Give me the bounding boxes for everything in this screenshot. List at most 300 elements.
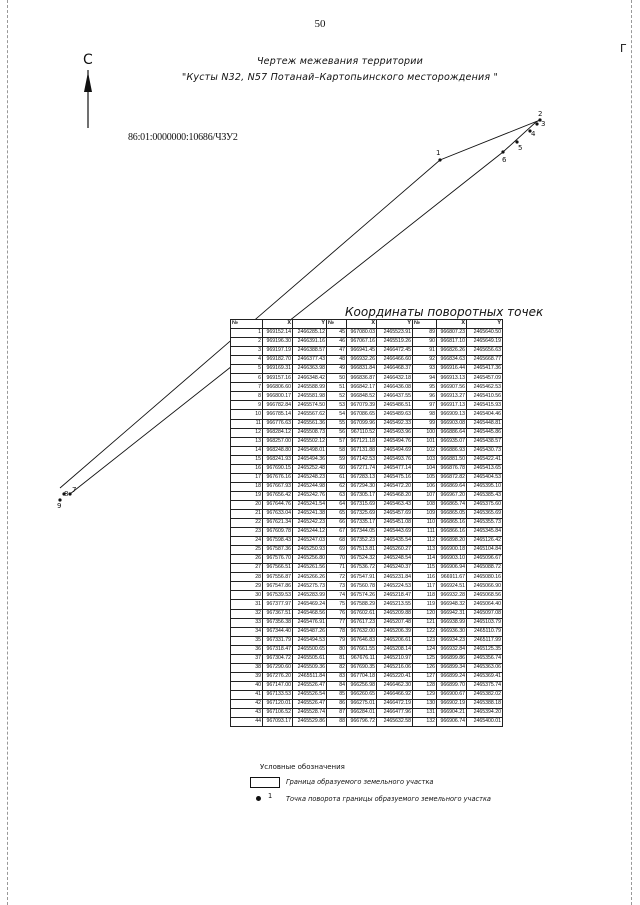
cell-point-number: 24 [231,537,263,546]
point-label-4: 4 [531,130,536,138]
cell-point-number: 35 [231,636,263,645]
cell-point-number: 19 [231,491,263,500]
cell-y-coordinate: 2465206.39 [377,627,413,636]
north-label: С [83,52,93,68]
cell-x-coordinate: 967633.04 [263,509,293,518]
cell-x-coordinate: 966904.21 [437,709,467,718]
table-row [231,600,503,609]
cell-y-coordinate: 2465404.53 [467,473,503,482]
cell-point-number: 26 [231,555,263,564]
cell-y-coordinate: 2465668.77 [467,356,503,365]
cell-y-coordinate: 2465252.48 [293,464,327,473]
table-row [231,718,503,727]
cell-x-coordinate: 967587.36 [263,546,293,555]
cell-point-number: 64 [327,500,347,509]
cell-point-number: 68 [327,537,347,546]
table-row [231,681,503,690]
cell-x-coordinate: 966836.87 [347,374,377,383]
legend-point-icon [256,796,261,801]
cell-point-number: 69 [327,546,347,555]
cell-point-number: 33 [231,618,263,627]
cell-y-coordinate: 2465209.88 [377,609,413,618]
cell-x-coordinate: 966834.63 [437,356,467,365]
cell-point-number: 85 [327,690,347,699]
cell-x-coordinate: 967276.20 [263,672,293,681]
cell-x-coordinate: 967547.86 [263,582,293,591]
cell-y-coordinate: 2465068.56 [467,591,503,600]
cell-x-coordinate: 966906.94 [437,564,467,573]
legend-boundary-swatch [250,777,280,788]
cell-x-coordinate: 966866.16 [437,528,467,537]
cell-point-number: 7 [231,383,263,392]
cell-point-number: 9 [231,401,263,410]
cell-x-coordinate: 966899.34 [437,663,467,672]
cell-y-coordinate: 2465365.69 [467,509,503,518]
cell-x-coordinate: 967121.18 [347,437,377,446]
cell-y-coordinate: 2465462.53 [467,383,503,392]
cell-point-number: 115 [413,564,437,573]
cell-point-number: 109 [413,509,437,518]
cell-x-coordinate: 967566.51 [263,564,293,573]
cell-y-coordinate: 2465260.27 [377,546,413,555]
cell-y-coordinate: 2465413.65 [467,464,503,473]
cell-point-number: 50 [327,374,347,383]
point-label-8: 8 [64,490,69,498]
cell-point-number: 1 [231,329,263,338]
cell-y-coordinate: 2465208.14 [377,645,413,654]
cell-y-coordinate: 2465345.84 [467,528,503,537]
cell-y-coordinate: 2466377.43 [293,356,327,365]
cell-x-coordinate: 967574.26 [347,591,377,600]
cell-x-coordinate: 967536.72 [347,564,377,573]
cell-y-coordinate: 2465064.40 [467,600,503,609]
cell-y-coordinate: 2466466.60 [377,356,413,365]
cell-point-number: 61 [327,473,347,482]
point-1 [438,158,441,161]
cell-x-coordinate: 966932.26 [347,356,377,365]
legend-point-number: 1 [268,792,273,800]
cell-point-number: 75 [327,600,347,609]
cell-x-coordinate: 966898.20 [437,537,467,546]
cell-x-coordinate: 967690.15 [263,464,293,473]
cell-x-coordinate: 968257.00 [263,437,293,446]
cell-x-coordinate: 966865.05 [437,509,467,518]
cell-y-coordinate: 2465242.23 [293,519,327,528]
cell-y-coordinate: 2465404.46 [467,410,503,419]
cell-point-number: 70 [327,555,347,564]
table-row [231,528,503,537]
legend-boundary-label: Граница образуемого земельного участка [286,778,434,786]
cell-y-coordinate: 2465511.84 [293,672,327,681]
cell-y-coordinate: 2465500.65 [293,645,327,654]
cell-x-coordinate: 967377.97 [263,600,293,609]
table-row [231,500,503,509]
cell-y-coordinate: 2466391.16 [293,338,327,347]
cell-y-coordinate: 2465363.06 [467,663,503,672]
cell-point-number: 123 [413,636,437,645]
cell-point-number: 79 [327,636,347,645]
cell-point-number: 5 [231,365,263,374]
cell-point-number: 90 [413,338,437,347]
cell-point-number: 101 [413,437,437,446]
cell-x-coordinate: 967656.42 [263,491,293,500]
cell-y-coordinate: 2465457.09 [467,374,503,383]
cell-point-number: 112 [413,537,437,546]
cell-y-coordinate: 2465096.67 [467,555,503,564]
cell-point-number: 132 [413,718,437,727]
cell-x-coordinate: 966817.10 [437,338,467,347]
cell-point-number: 58 [327,446,347,455]
cell-y-coordinate: 2465588.99 [293,383,327,392]
cell-x-coordinate: 966881.50 [437,455,467,464]
table-row [231,546,503,555]
table-row [231,654,503,663]
coordinates-table-body [231,329,503,727]
cell-y-coordinate: 2465104.84 [467,546,503,555]
cell-point-number: 131 [413,709,437,718]
cell-point-number: 31 [231,600,263,609]
cell-x-coordinate: 966865.74 [437,500,467,509]
cell-y-coordinate: 2465448.81 [467,419,503,428]
cell-x-coordinate: 966869.64 [437,482,467,491]
cell-x-coordinate: 966934.23 [437,636,467,645]
cell-point-number: 18 [231,482,263,491]
cell-point-number: 36 [231,645,263,654]
cell-point-number: 60 [327,464,347,473]
cell-y-coordinate: 2465508.73 [293,428,327,437]
table-row [231,663,503,672]
cell-point-number: 117 [413,582,437,591]
cell-y-coordinate: 2465080.16 [467,573,503,582]
cell-x-coordinate: 966936.30 [437,627,467,636]
cell-point-number: 14 [231,446,263,455]
cell-y-coordinate: 2465388.18 [467,699,503,708]
cell-y-coordinate: 2465261.56 [293,564,327,573]
cell-point-number: 91 [413,347,437,356]
cell-x-coordinate: 969196.30 [263,338,293,347]
cell-y-coordinate: 2465498.01 [293,446,327,455]
cell-point-number: 23 [231,528,263,537]
cell-x-coordinate: 966848.52 [347,392,377,401]
cell-y-coordinate: 2465256.80 [293,555,327,564]
cell-x-coordinate: 966899.86 [437,654,467,663]
table-row [231,591,503,600]
table-row [231,491,503,500]
cell-point-number: 116 [413,573,437,582]
cell-y-coordinate: 2465213.55 [377,600,413,609]
cell-x-coordinate: 969169.31 [263,365,293,374]
cell-x-coordinate: 967067.16 [347,338,377,347]
cell-point-number: 43 [231,709,263,718]
table-row [231,699,503,708]
cell-x-coordinate: 967120.01 [263,699,293,708]
cell-x-coordinate: 966916.44 [437,365,467,374]
cell-y-coordinate: 2465445.86 [467,428,503,437]
cell-x-coordinate: 966935.07 [437,437,467,446]
table-row [231,464,503,473]
cell-point-number: 92 [413,356,437,365]
table-row [231,482,503,491]
cell-y-coordinate: 2465210.97 [377,654,413,663]
header-x: X [437,320,467,329]
cell-point-number: 20 [231,500,263,509]
cell-x-coordinate: 967513.81 [347,546,377,555]
cell-y-coordinate: 2465240.37 [377,564,413,573]
cell-x-coordinate: 967080.03 [347,329,377,338]
cell-x-coordinate: 967661.55 [347,645,377,654]
table-row [231,609,503,618]
cell-x-coordinate: 967133.53 [263,690,293,699]
cell-point-number: 38 [231,663,263,672]
header-y: Y [293,320,327,329]
cell-point-number: 89 [413,329,437,338]
cell-y-coordinate: 2465528.74 [293,709,327,718]
cell-point-number: 130 [413,699,437,708]
header-x: X [347,320,377,329]
cell-x-coordinate: 966917.13 [437,401,467,410]
cell-x-coordinate: 966826.26 [437,347,467,356]
header-x: X [263,320,293,329]
cell-y-coordinate: 2465266.26 [293,573,327,582]
cell-point-number: 56 [327,428,347,437]
cell-y-coordinate: 2465451.08 [377,519,413,528]
cell-x-coordinate: 966275.01 [347,699,377,708]
cell-point-number: 15 [231,455,263,464]
cell-point-number: 28 [231,573,263,582]
table-row [231,627,503,636]
table-row [231,709,503,718]
cell-y-coordinate: 2465110.79 [467,627,503,636]
cell-x-coordinate: 967305.17 [347,491,377,500]
cell-y-coordinate: 2465275.73 [293,582,327,591]
cell-y-coordinate: 2465486.51 [377,401,413,410]
cell-y-coordinate: 2465394.20 [467,709,503,718]
cell-point-number: 83 [327,672,347,681]
cell-x-coordinate: 967147.00 [263,681,293,690]
cell-point-number: 99 [413,419,437,428]
cell-point-number: 40 [231,681,263,690]
cell-y-coordinate: 2466437.55 [377,392,413,401]
cell-y-coordinate: 2465400.01 [467,718,503,727]
cell-point-number: 72 [327,573,347,582]
cell-y-coordinate: 2465493.96 [377,428,413,437]
north-arrow-icon [84,70,92,128]
cell-x-coordinate: 968241.93 [263,455,293,464]
cadastral-number: 86:01:0000000:10686/ЧЗУ2 [128,132,238,143]
cell-x-coordinate: 967588.29 [347,600,377,609]
page-number: 50 [314,18,326,30]
cell-point-number: 44 [231,718,263,727]
cell-y-coordinate: 2465066.90 [467,582,503,591]
cell-y-coordinate: 2465632.58 [377,718,413,727]
cell-x-coordinate: 966807.23 [437,329,467,338]
cell-y-coordinate: 2465505.61 [293,654,327,663]
cell-point-number: 104 [413,464,437,473]
table-row [231,645,503,654]
cell-point-number: 25 [231,546,263,555]
cell-x-coordinate: 967547.91 [347,573,377,582]
cell-x-coordinate: 967290.60 [263,663,293,672]
cell-y-coordinate: 2465443.69 [377,528,413,537]
table-header-row [231,320,503,329]
cell-y-coordinate: 2465493.76 [377,455,413,464]
cell-x-coordinate: 967676.16 [263,473,293,482]
cell-x-coordinate: 966948.32 [437,600,467,609]
legend-point-label: Точка поворота границы образуемого земельного участка [286,795,491,803]
cell-x-coordinate: 967667.93 [263,482,293,491]
cell-y-coordinate: 2465494.76 [377,437,413,446]
cell-x-coordinate: 967315.69 [347,500,377,509]
cell-point-number: 97 [413,401,437,410]
table-row [231,690,503,699]
cell-x-coordinate: 966796.72 [347,718,377,727]
cell-y-coordinate: 2465283.99 [293,591,327,600]
cell-y-coordinate: 2466468.37 [377,365,413,374]
cell-x-coordinate: 967632.00 [347,627,377,636]
cell-y-coordinate: 2465247.03 [293,537,327,546]
cell-x-coordinate: 967283.13 [347,473,377,482]
table-row [231,329,503,338]
table-row [231,428,503,437]
cell-point-number: 119 [413,600,437,609]
cell-point-number: 81 [327,654,347,663]
table-row [231,473,503,482]
cell-y-coordinate: 2465489.63 [377,410,413,419]
cell-x-coordinate: 966900.18 [437,546,467,555]
cell-point-number: 12 [231,428,263,437]
cell-point-number: 30 [231,591,263,600]
cell-point-number: 65 [327,509,347,518]
table-row [231,437,503,446]
cell-x-coordinate: 966899.24 [437,672,467,681]
cell-y-coordinate: 2465375.74 [467,681,503,690]
cell-point-number: 105 [413,473,437,482]
cell-y-coordinate: 2465241.54 [293,500,327,509]
cell-x-coordinate: 967602.61 [347,609,377,618]
table-row [231,519,503,528]
cell-point-number: 118 [413,591,437,600]
header-num: № [413,320,437,329]
cell-y-coordinate: 2465526.47 [293,699,327,708]
header-y: Y [467,320,503,329]
cell-y-coordinate: 2465220.41 [377,672,413,681]
cell-y-coordinate: 2465581.98 [293,392,327,401]
cell-y-coordinate: 2465248.54 [377,555,413,564]
table-row [231,455,503,464]
point-label-6: 6 [502,156,507,164]
table-row [231,564,503,573]
cell-y-coordinate: 2465430.73 [467,446,503,455]
cell-point-number: 74 [327,591,347,600]
cell-x-coordinate: 967093.17 [263,718,293,727]
table-row [231,509,503,518]
side-mark: Г [620,42,627,55]
cell-y-coordinate: 2465468.56 [293,609,327,618]
cell-y-coordinate: 2465206.61 [377,636,413,645]
cell-x-coordinate: 967576.70 [263,555,293,564]
drawing-title: Чертеж межевания территории [256,56,424,67]
cell-y-coordinate: 2465523.91 [377,329,413,338]
table-row [231,419,503,428]
cell-x-coordinate: 966256.98 [347,681,377,690]
cell-y-coordinate: 2465218.47 [377,591,413,600]
cell-point-number: 8 [231,392,263,401]
cell-y-coordinate: 2465410.56 [467,392,503,401]
cell-y-coordinate: 2465502.12 [293,437,327,446]
cell-x-coordinate: 967318.47 [263,645,293,654]
cell-point-number: 2 [231,338,263,347]
cell-point-number: 93 [413,365,437,374]
cell-x-coordinate: 967344.40 [263,627,293,636]
cell-point-number: 27 [231,564,263,573]
cell-y-coordinate: 2465567.62 [293,410,327,419]
cell-x-coordinate: 967356.38 [263,618,293,627]
cell-x-coordinate: 967352.23 [347,537,377,546]
table-row [231,446,503,455]
cell-point-number: 3 [231,347,263,356]
cell-point-number: 47 [327,347,347,356]
point-6 [501,150,504,153]
cell-x-coordinate: 966831.84 [347,365,377,374]
cell-point-number: 78 [327,627,347,636]
cell-x-coordinate: 966902.19 [437,699,467,708]
cell-point-number: 77 [327,618,347,627]
cell-y-coordinate: 2465477.14 [377,464,413,473]
cell-x-coordinate: 967099.96 [347,419,377,428]
cell-x-coordinate: 968284.12 [263,428,293,437]
cell-point-number: 37 [231,654,263,663]
cell-x-coordinate: 967704.18 [347,672,377,681]
table-row [231,537,503,546]
cell-point-number: 21 [231,509,263,518]
cell-x-coordinate: 969197.19 [263,347,293,356]
coordinates-table [230,319,503,727]
cell-point-number: 46 [327,338,347,347]
cell-x-coordinate: 967131.88 [347,446,377,455]
cell-y-coordinate: 2465103.79 [467,618,503,627]
cell-x-coordinate: 967344.05 [347,528,377,537]
cell-x-coordinate: 967110.52 [347,428,377,437]
cell-point-number: 4 [231,356,263,365]
cell-point-number: 41 [231,690,263,699]
point-label-7: 7 [72,486,77,494]
cell-y-coordinate: 2465574.50 [293,401,327,410]
cell-point-number: 76 [327,609,347,618]
point-label-9: 9 [57,502,62,510]
cell-x-coordinate: 966967.20 [437,491,467,500]
cell-point-number: 51 [327,383,347,392]
cell-y-coordinate: 2465241.38 [293,509,327,518]
cell-point-number: 16 [231,464,263,473]
cell-y-coordinate: 2466285.12 [293,329,327,338]
cell-x-coordinate: 966903.08 [437,419,467,428]
cell-point-number: 127 [413,672,437,681]
cell-x-coordinate: 967086.65 [347,410,377,419]
table-row [231,582,503,591]
table-row [231,672,503,681]
cell-x-coordinate: 967331.79 [263,636,293,645]
cell-point-number: 49 [327,365,347,374]
cell-point-number: 45 [327,329,347,338]
cell-x-coordinate: 966941.45 [347,347,377,356]
cell-y-coordinate: 2465207.48 [377,618,413,627]
cell-y-coordinate: 2465468.20 [377,491,413,500]
cell-y-coordinate: 2465526.47 [293,681,327,690]
table-row [231,401,503,410]
legend-title: Условные обозначения [260,763,345,771]
cell-x-coordinate: 967335.17 [347,519,377,528]
cell-y-coordinate: 2465476.91 [293,618,327,627]
